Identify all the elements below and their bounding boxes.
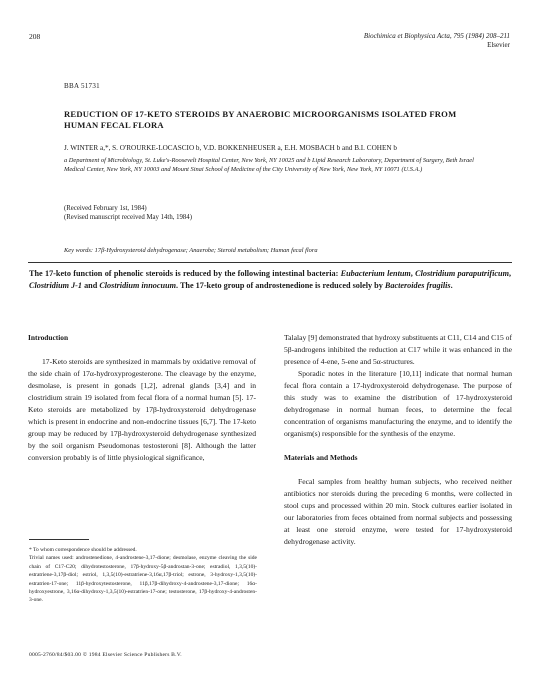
received-dates xyxy=(64,205,192,222)
abstract-separator: , xyxy=(410,269,416,278)
copyright-line: 0005-2760/84/$03.00 © 1984 Elsevier Science Publishers B.V. xyxy=(29,652,182,658)
article-title: REDUCTION OF 17-KETO STEROIDS BY ANAEROBIC MICROORGANISMS ISOLATED FROM HUMAN FECAL FLORA xyxy=(64,109,457,130)
trivial-names-note: Trivial names used: androstenedione, 4-androstene-3,17-dione; desmolase, enzyme cleaving the side chain of C17-C20; dihydrotestosterone, 17β-hydroxy-5β-androstan-3-one; estradiol, 1,3,5(10)-estratriene-3,17β-diol; estriol, 1,3,5(10)-estratriene-3,16α,17β-triol; estrone, 3-hydroxy-1,3,5(10)-estratrien-17-one; 11β-hydroxytestosterone, 11β,17β-dihydroxy-4-androstene-3,17-dione; 16α-hydroxyestrone, 3,16α-dihydroxy-1,3,5(10)-estratrien-17-one; testosterone, 17β-hydroxy-4-androsten-3-one. xyxy=(29,555,257,604)
right-paragraph-1: Talalay [9] demonstrated that hydroxy substituents at C11, C14 and C15 of 5β-androgens inhibited the reduction at C17 while it was enhanced in the presence of 4-ene, 5-ene and 5α-structures. xyxy=(284,333,512,366)
divider-rule xyxy=(28,262,512,263)
journal-citation xyxy=(364,32,510,50)
abstract-text: . xyxy=(450,281,453,290)
abstract xyxy=(29,268,511,292)
journal-name: Biochimica et Biophysica Acta, 795 (1984) 208–211 xyxy=(363,32,510,40)
species-name: Clostridium paraputrificum xyxy=(415,269,509,278)
intro-paragraph: 17-Keto steroids are synthesized in mammals by oxidative removal of the side chain of 17α-hydroxyprogesterone. The cleavage by the enzyme, desmolase, is present in gonads [1,2], adrenal glands [3,4] and in clostridium strain 19 isolated from fecal flora of a normal human [5]. 17-Keto steroids are metabolized by 17β-hydroxysteroid dehydrogenase which is present in endocrine and non-endocrine tissues [6,7]. The 17-keto group may be reduced by 17β-hydroxysteroid dehydrogenase synthesized by the soil organism Pseudomonas testosteroni [8]. Although the latter conversion probably is of little physiological significance, xyxy=(28,357,256,462)
abstract-text: . The 17-keto group of androstenedione is reduced solely by xyxy=(176,281,385,290)
bba-code: BBA 51731 xyxy=(64,82,100,90)
abstract-separator: , xyxy=(508,269,511,278)
footnotes xyxy=(29,546,257,605)
keywords-text: 17β-Hydroxysteroid dehydrogenase; Anaerobe; Steroid metabolism; Human fecal flora xyxy=(94,247,318,254)
keywords-label: Key words: xyxy=(64,247,94,254)
abstract-text: The 17-keto function of phenolic steroids is reduced by the following intestinal bacteria: xyxy=(29,269,341,278)
methods-paragraph: Fecal samples from healthy human subjects, who received neither antibiotics nor steroids during the preceding 6 months, were collected in stool cups and processed within 20 min. Stock cultures earlier isolated in our laboratories from feces obtained from normal subjects and possessing at least one steroid enzyme, were tested for 17-hydroxysteroid dehydrogenase activity. xyxy=(284,477,512,546)
methods-heading: Materials and Methods xyxy=(284,453,358,462)
page-number: 208 xyxy=(29,32,41,41)
species-name: Clostridium J-1 xyxy=(29,281,83,290)
publisher-name: Elsevier xyxy=(487,41,510,49)
affiliations: a Department of Microbiology, St. Luke's-Roosevelt Hospital Center, New York, NY 10025 and b Lipid Research Laboratory, Department of Surgery, Beth Israel Medical Center, New York, NY 10003 and Mount Sinai School of Medicine of the City University of New York, New York, NY 10071 (U.S.A.) xyxy=(64,157,474,173)
revised-date: (Revised manuscript received May 14th, 1984) xyxy=(64,213,192,221)
right-paragraph-2: Sporadic notes in the literature [10,11] indicate that normal human fecal flora contain a 17-hydroxysteroid dehydrogenase. The purpose of this study was to examine the distribution of 17-hydroxysteroid dehydrogenase in normal human feces, to determine the fecal concentration of organisms manufacturing the enzyme, and to identify the organism(s) responsible for the synthesis of the enzyme. xyxy=(284,369,512,438)
author-list: J. WINTER a,*, S. O'ROURKE-LOCASCIO b, V.D. BOKKENHEUSER a, E.H. MOSBACH b and B.I. COHEN b xyxy=(64,144,397,152)
left-column xyxy=(28,332,256,464)
introduction-heading: Introduction xyxy=(28,333,69,342)
correspondence-note: * To whom correspondence should be addressed. xyxy=(29,547,137,553)
right-column xyxy=(284,332,512,548)
received-date: (Received February 1st, 1984) xyxy=(64,205,147,212)
keywords xyxy=(64,247,484,254)
footnote-rule xyxy=(29,539,89,540)
species-name: Bacteroides fragilis xyxy=(384,281,451,290)
abstract-separator: and xyxy=(82,281,100,290)
species-name: Eubacterium lentum xyxy=(340,269,411,278)
species-name: Clostridium innocuum xyxy=(99,281,176,290)
